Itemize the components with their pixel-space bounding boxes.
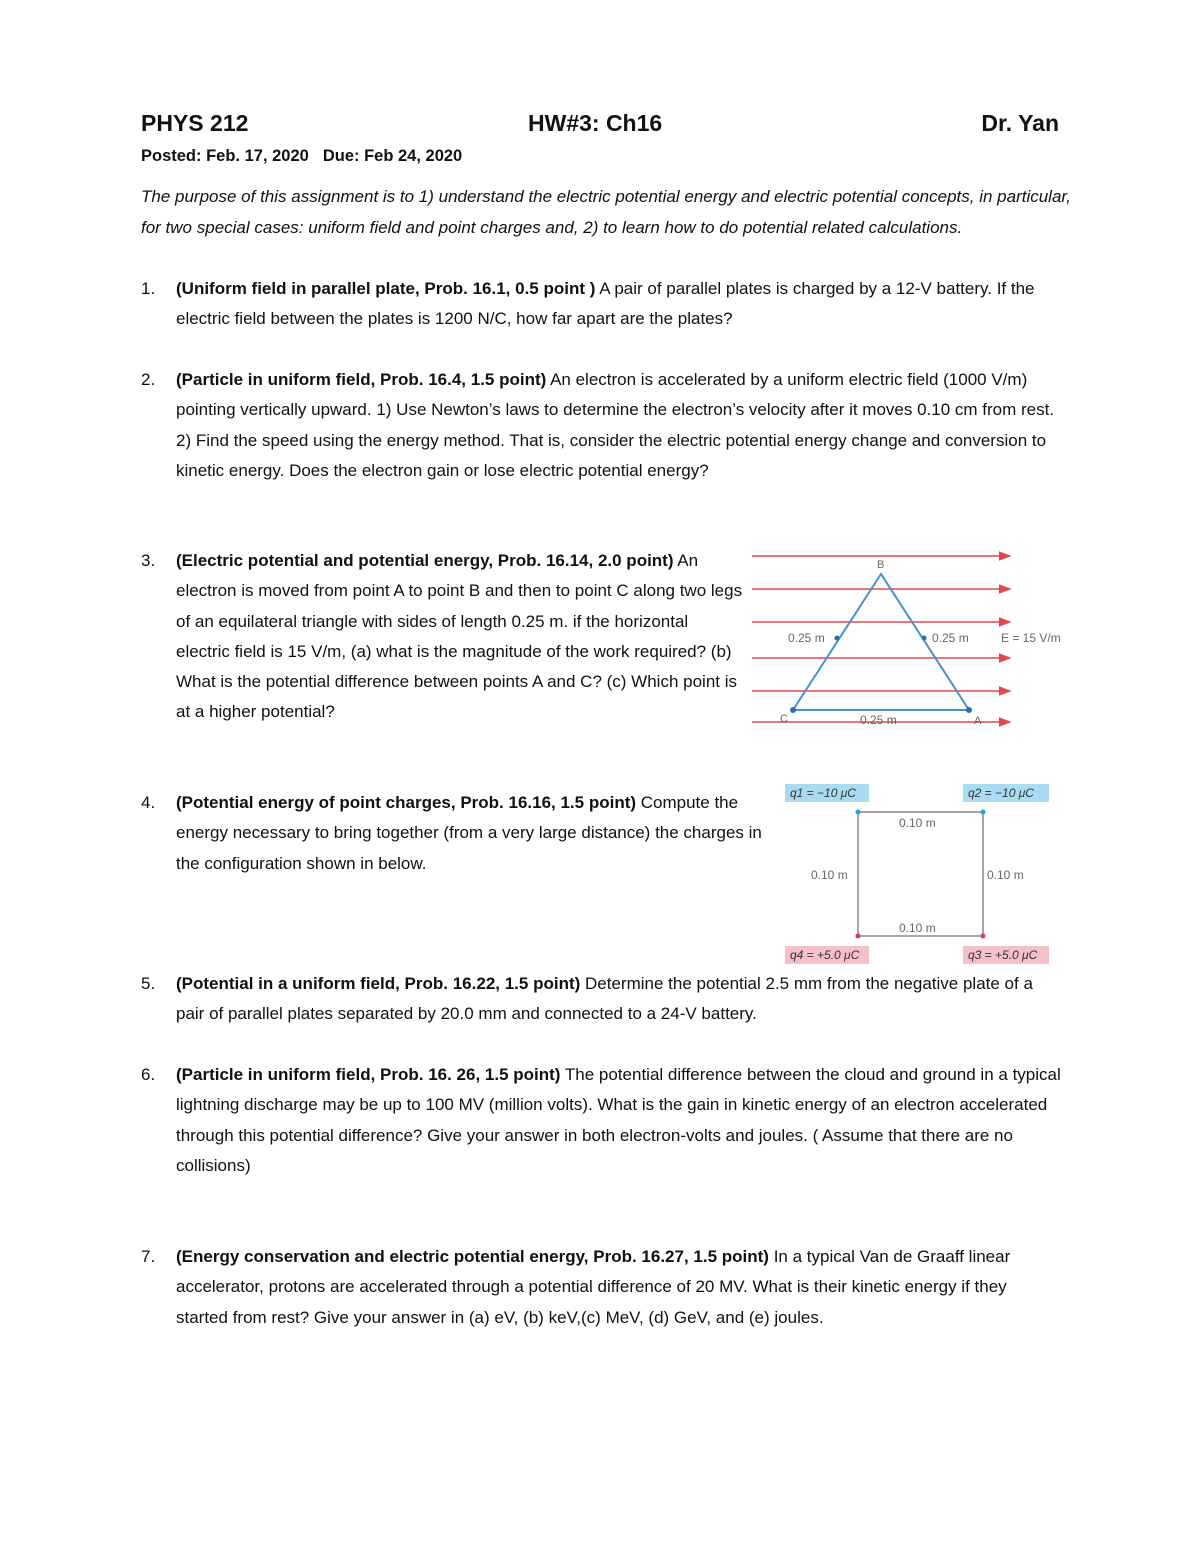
square-outline [858, 812, 983, 936]
midpoint-marker [835, 636, 840, 641]
problem-3 [141, 546, 743, 728]
triangle-field-figure [748, 545, 1078, 740]
side-bottom-label: 0.10 m [899, 921, 936, 935]
problem-text: Compute the energy necessary to bring together (from a very large distance) the charges in the configuration shown in below. [176, 793, 762, 873]
problem-number: 5. [141, 974, 156, 993]
due-date: Due: Feb 24, 2020 [322, 147, 463, 165]
q2-dot [981, 810, 986, 815]
problem-title: (Particle in uniform field, Prob. 16. 26, 1.5 point) [176, 1065, 561, 1084]
problem-number: 2. [141, 370, 156, 389]
assignment-title: HW#3: Ch16 [528, 110, 663, 136]
dates-line [141, 147, 462, 166]
problem-title: (Potential in a uniform field, Prob. 16.22, 1.5 point) [176, 974, 581, 993]
field-label: E = 15 V/m [1001, 631, 1061, 645]
q1-label: q1 = −10 μC [790, 786, 856, 800]
problem-text: In a typical Van de Graaff linear accelerator, protons are accelerated through a potential difference of 20 MV. What is their kinetic energy if they started from rest? Give your answer in (a) eV, (b) keV,(c) MeV, (d) GeV, and (e) joules. [176, 1247, 1011, 1327]
problem-5 [141, 969, 1061, 1030]
problem-number: 3. [141, 551, 156, 570]
problem-text: An electron is accelerated by a uniform electric field (1000 V/m) pointing vertically upward. 1) Use Newton’s laws to determine the electron’s velocity after it moves 0.10 cm from rest. 2) Find the speed using the energy method. That is, consider the electric potential energy change and conversion to kinetic energy. Does the electron gain or lose electric potential energy? [176, 370, 1055, 480]
label-b: B [877, 559, 885, 571]
posted-date: Posted: Feb. 17, 2020 [141, 147, 309, 165]
side-right-label: 0.25 m [932, 631, 969, 645]
point-c-dot [790, 707, 796, 713]
q4-label: q4 = +5.0 μC [790, 948, 860, 962]
square-charges-figure [782, 780, 1057, 968]
problem-4 [141, 788, 769, 879]
problem-text: The potential difference between the cloud and ground in a typical lightning discharge may be up to 100 MV (million volts). What is the gain in kinetic energy of an electron accelerated through this potential difference? Give your answer in both electron-volts and joules. ( Assume that there are no collisions) [176, 1065, 1061, 1175]
side-bottom-label: 0.25 m [860, 713, 897, 727]
problem-number: 1. [141, 279, 156, 298]
problem-number: 7. [141, 1247, 156, 1266]
q2-label: q2 = −10 μC [968, 786, 1034, 800]
problem-title: (Energy conservation and electric potential energy, Prob. 16.27, 1.5 point) [176, 1247, 769, 1266]
problem-title: (Uniform field in parallel plate, Prob. 16.1, 0.5 point ) [176, 279, 596, 298]
side-top-label: 0.10 m [899, 816, 936, 830]
problem-7 [141, 1242, 1061, 1333]
problem-title: (Particle in uniform field, Prob. 16.4, 1.5 point) [176, 370, 547, 389]
side-left-label: 0.25 m [788, 631, 825, 645]
problem-2 [141, 365, 1061, 486]
instructor-name: Dr. Yan [981, 110, 1059, 136]
midpoint-marker [922, 636, 927, 641]
problem-title: (Electric potential and potential energy, Prob. 16.14, 2.0 point) [176, 551, 674, 570]
problem-text: Determine the potential 2.5 mm from the negative plate of a pair of parallel plates separated by 20.0 mm and connected to a 24-V battery. [176, 974, 1033, 1024]
problem-1 [141, 274, 1061, 335]
side-left-label: 0.10 m [811, 868, 848, 882]
q4-dot [856, 934, 861, 939]
problem-text: A pair of parallel plates is charged by a 12-V battery. If the electric field between the plates is 1200 N/C, how far apart are the plates? [176, 279, 1035, 329]
problem-text: An electron is moved from point A to point B and then to point C along two legs of an equilateral triangle with sides of length 0.25 m. if the horizontal electric field is 15 V/m, (a) what is the magnitude of the work required? (b) What is the potential difference between points A and C? (c) Which point is at a higher potential? [176, 551, 743, 722]
q1-dot [856, 810, 861, 815]
intro-paragraph: The purpose of this assignment is to 1) understand the electric potential energy and electric potential concepts, in particular, for two special cases: uniform field and point charges and, 2) to learn how to do potential related calculations. [141, 187, 1071, 237]
label-a: A [974, 715, 982, 727]
point-a-dot [966, 707, 972, 713]
q3-label: q3 = +5.0 μC [968, 948, 1038, 962]
label-c: C [780, 713, 788, 725]
problem-number: 6. [141, 1065, 156, 1084]
q3-dot [981, 934, 986, 939]
problem-number: 4. [141, 793, 156, 812]
side-right-label: 0.10 m [987, 868, 1024, 882]
course-title: PHYS 212 [141, 110, 249, 136]
problem-title: (Potential energy of point charges, Prob. 16.16, 1.5 point) [176, 793, 637, 812]
problem-6 [141, 1060, 1061, 1181]
